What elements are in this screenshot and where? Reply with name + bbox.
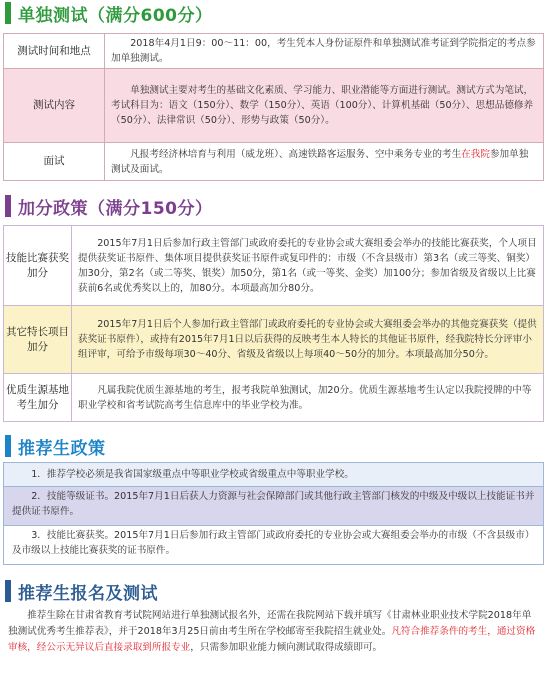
row-value: 凡属我院优质生源基地的考生，报考我院单独测试，加20分。优质生源基地考生认定以我院授牌的中等职业学校和省考试院高考生信息库中的毕业学校为准。 xyxy=(72,374,544,422)
table-row xyxy=(4,34,544,69)
exam-table xyxy=(3,33,544,181)
row-value xyxy=(105,143,544,181)
highlight-text: 在我院 xyxy=(461,148,490,160)
bonus-table xyxy=(3,225,544,422)
row-label: 技能比赛获奖加分 xyxy=(4,226,72,306)
row-value: 2015年7月1日后个人参加行政主管部门或政府委托的专业协会或大赛组委会举办的其他竞赛获奖（提供获奖证书原件），或持有2015年7月1日以后获得的反映考生本人特长的其他证书原件，经我院特长分评审小组评审，可给予市级每项30～40分、省级及省级以上每项40～50分的加分。本项最高加分50分。 xyxy=(72,306,544,374)
highlight-text: 凡符合推荐条件的考生，通过资格审核，经公示无异议后直接录取到所报专业 xyxy=(8,626,536,653)
row-label: 测试时间和地点 xyxy=(4,34,105,69)
section-title: 推荐生政策 xyxy=(18,438,106,459)
header-bar xyxy=(5,580,11,602)
section-header-exam xyxy=(0,0,547,26)
header-bar xyxy=(5,2,11,24)
text-part: 参加单独测试及面试。 xyxy=(111,148,529,175)
table-row xyxy=(4,69,544,143)
section-title: 加分政策（满分150分） xyxy=(18,198,213,219)
section-title: 推荐生报名及测试 xyxy=(18,583,158,604)
row-label: 其它特长项目加分 xyxy=(4,306,72,374)
table-row xyxy=(4,374,544,422)
section-header-recommend xyxy=(0,433,547,459)
row-label: 面试 xyxy=(4,143,105,181)
section-header-bonus xyxy=(0,193,547,219)
list-item: 1．推荐学校必须是我省国家级重点中等职业学校或省级重点中等职业学校。 xyxy=(4,463,543,486)
recommend-policy-box xyxy=(3,462,544,565)
row-label: 优质生源基地考生加分 xyxy=(4,374,72,422)
section-title: 单独测试（满分600分） xyxy=(18,5,213,26)
table-row xyxy=(4,306,544,374)
register-paragraph xyxy=(8,608,538,656)
row-label: 测试内容 xyxy=(4,69,105,143)
text-part: 推荐生除在甘肃省教育考试院网站进行单独测试报名外，还需在我院网站下载并填写《甘肃林业职业技术学院2018年单独测试优秀考生推荐表》，并于2018年3月25日前由考生所在学校邮寄至我院招生就业处。 xyxy=(8,610,532,637)
row-value: 单独测试主要对考生的基础文化素质、学习能力、职业潜能等方面进行测试。测试方式为笔试，考试科目为：语文（150分）、数学（150分）、英语（100分）、计算机基础（50分）、思想品德修养（50分）、法律常识（50分）、形势与政策（50分）。 xyxy=(105,69,544,143)
row-value: 2015年7月1日后参加行政主管部门或政府委托的专业协会或大赛组委会举办的技能比赛获奖，个人项目提供获奖证书原件、集体项目提供获奖证书原件或复印件的：市级（不含县级市）第3名（或三等奖、铜奖）加30分，第2名（或二等奖、银奖）加50分，第1名（或一等奖、金奖）加100分；参加省级及省级以上比赛获前6名或优秀奖以上的，加80分。本项最高加分80分。 xyxy=(72,226,544,306)
table-row xyxy=(4,143,544,181)
text-part: 凡报考经济林培育与利用（威龙班）、高速铁路客运服务、空中乘务专业的考生 xyxy=(130,148,462,160)
row-value: 2018年4月1日9：00～11：00，考生凭本人身份证原件和单独测试准考证到学院指定的考点参加单独测试。 xyxy=(105,34,544,69)
section-header-register xyxy=(0,578,547,604)
table-row xyxy=(4,226,544,306)
text-part: ，只需参加职业能力倾向测试取得成绩即可。 xyxy=(190,642,383,653)
list-item: 2．技能等级证书。2015年7月1日后获人力资源与社会保障部门或其他行政主管部门核发的中级及中级以上技能证书并提供证书原件。 xyxy=(4,486,543,525)
header-bar xyxy=(5,435,11,457)
header-bar xyxy=(5,195,11,217)
list-item: 3．技能比赛获奖。2015年7月1日后参加行政主管部门或政府委托的专业协会或大赛组委会举办的市级（不含县级市）及市级以上技能比赛获奖的证书原件。 xyxy=(4,525,543,564)
